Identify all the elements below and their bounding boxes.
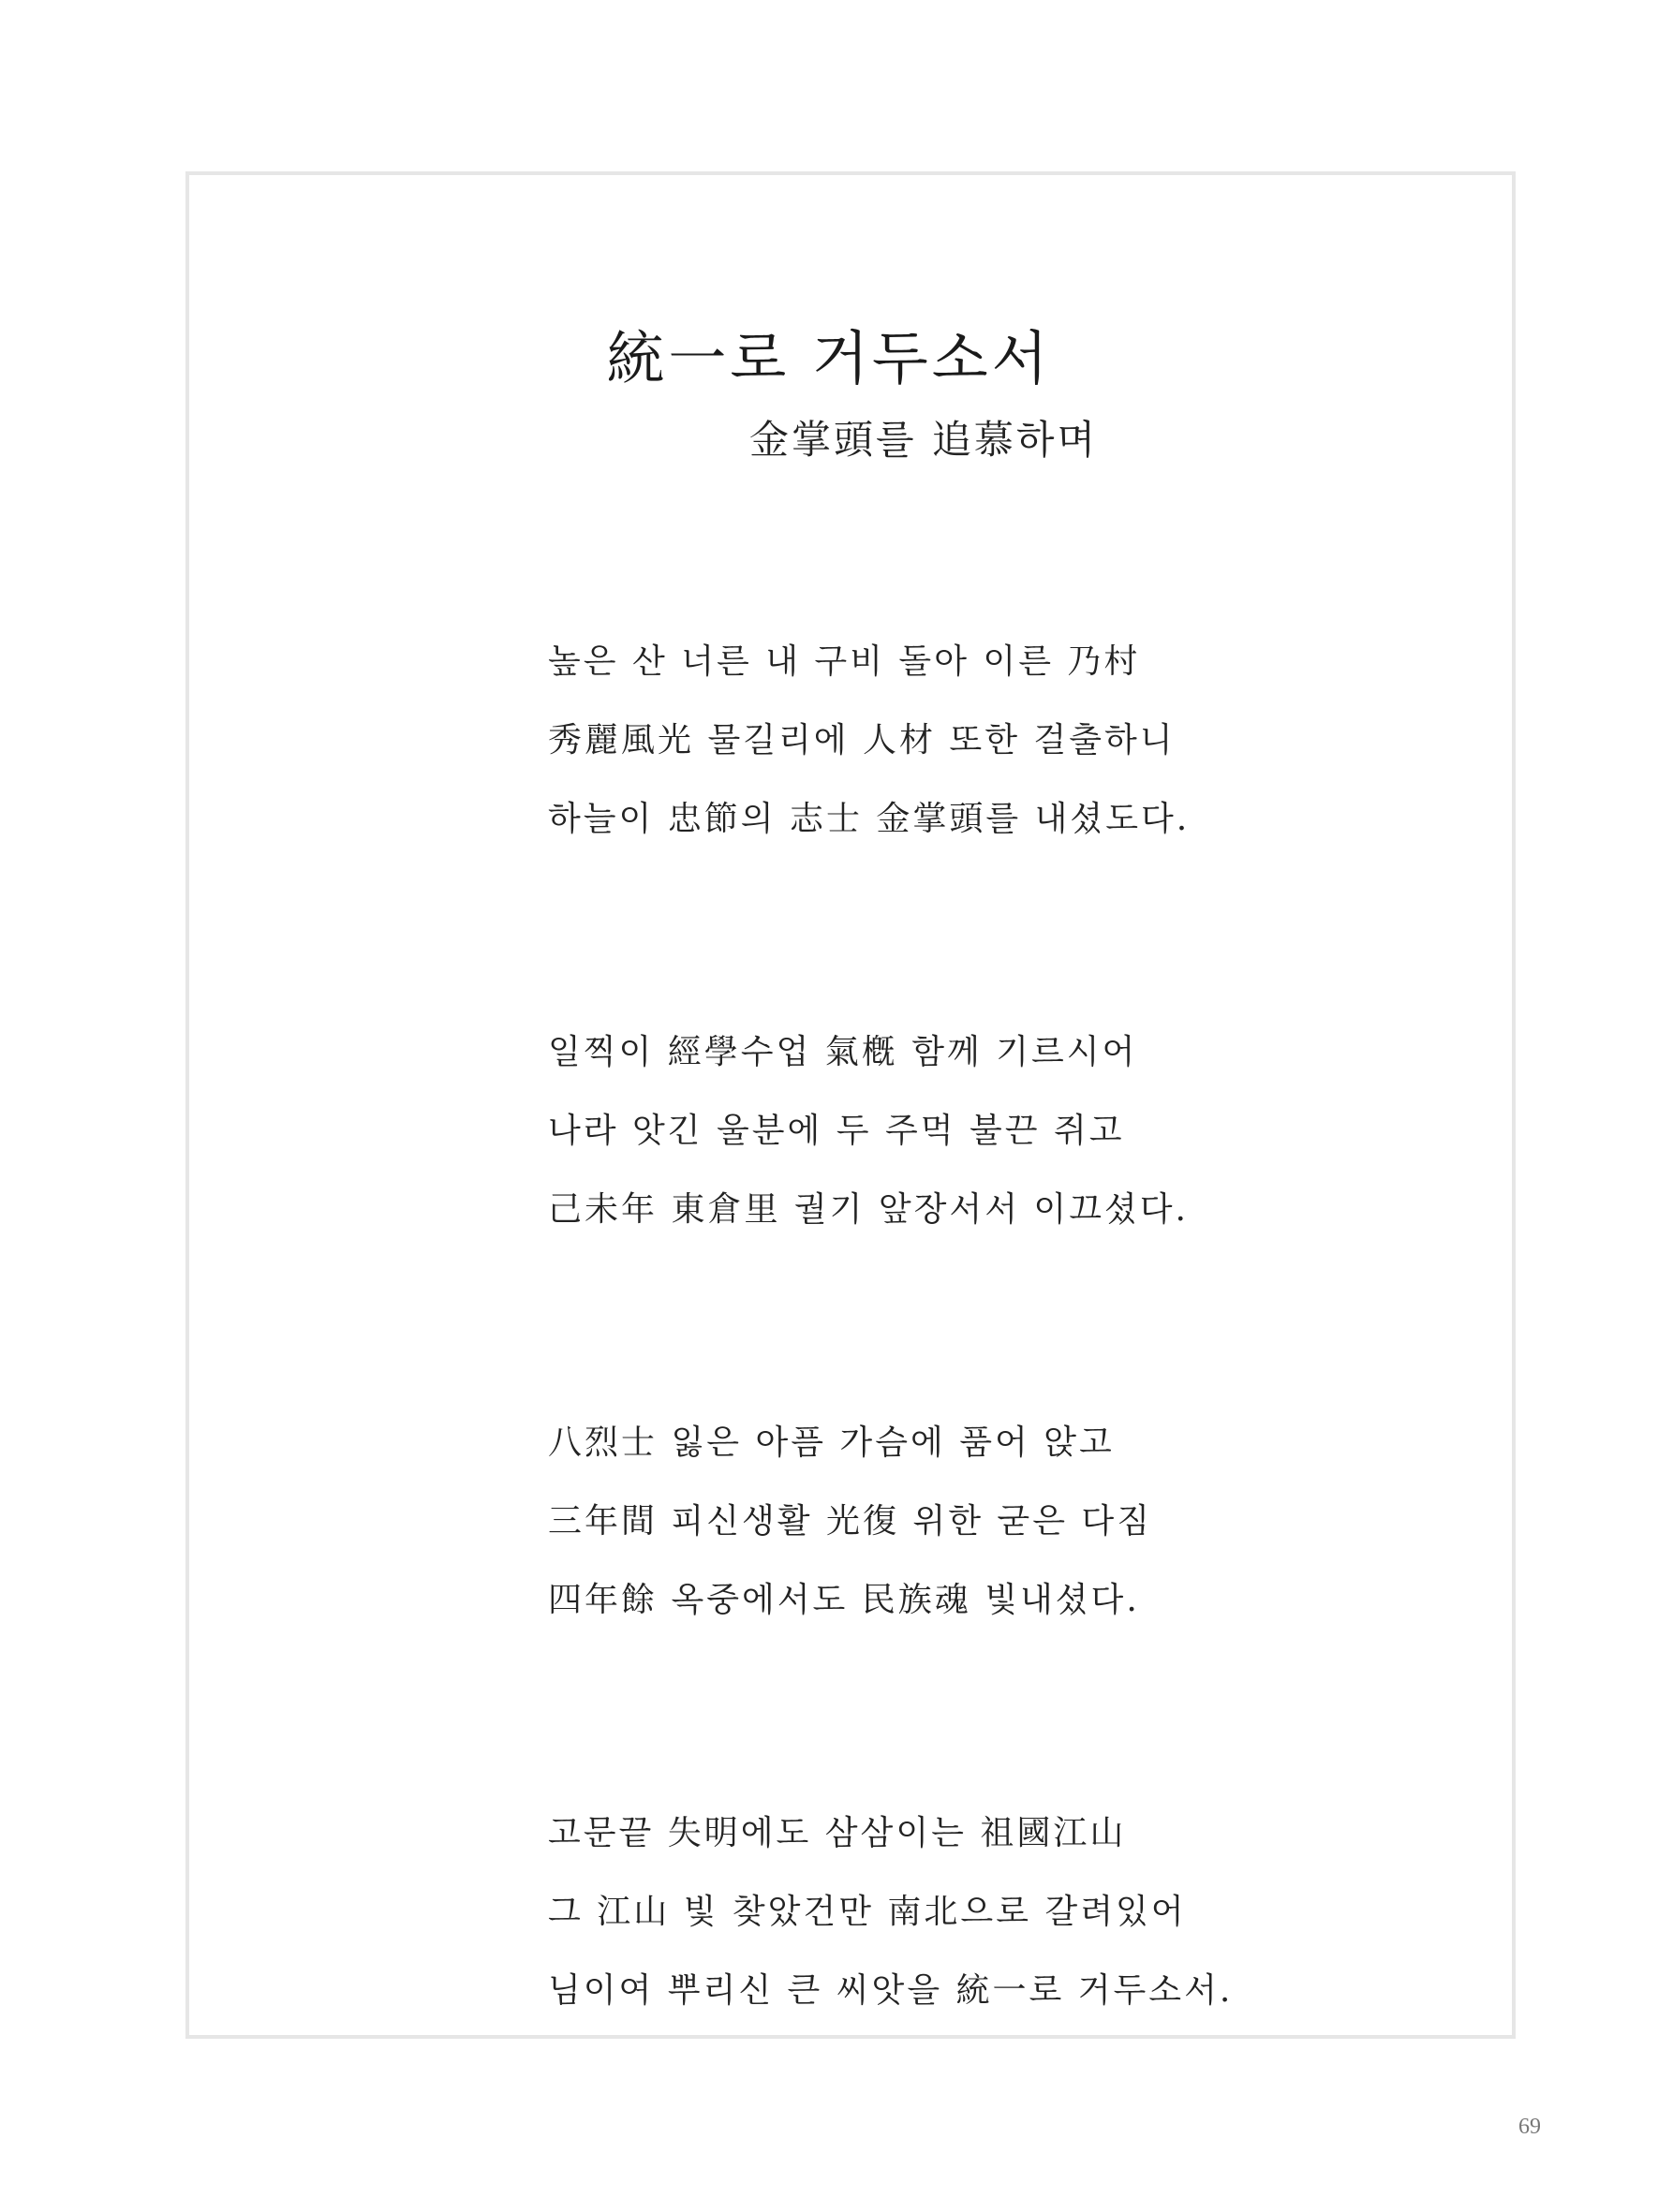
- poem-title: 統一로 거두소서: [606, 324, 1052, 392]
- poem-body: [548, 623, 1485, 2030]
- poem-line: 님이여 뿌리신 큰 씨앗을 統一로 거두소서.: [548, 1971, 1234, 2010]
- poem-line: 고문끝 失明에도 삼삼이는 祖國江山: [548, 1814, 1127, 1852]
- stanza-4: [548, 1794, 1485, 2030]
- poem-line: 높은 산 너른 내 구비 돌아 이른 乃村: [548, 642, 1141, 681]
- poem-line: 그 江山 빛 찾았건만 南北으로 갈려있어: [548, 1893, 1187, 1931]
- poem-subtitle: 金掌頭를 追慕하며: [749, 417, 1099, 463]
- poem-line: 하늘이 忠節의 志士 金掌頭를 내셨도다.: [548, 800, 1191, 838]
- poem-line: 己未年 東倉里 궐기 앞장서서 이끄셨다.: [548, 1190, 1189, 1229]
- poem-line: 八烈士 잃은 아픔 가슴에 품어 앉고: [548, 1423, 1115, 1462]
- stanza-2: [548, 1013, 1485, 1249]
- poem-line: 四年餘 옥중에서도 民族魂 빛내셨다.: [548, 1581, 1140, 1619]
- poem-line: 秀麗風光 물길리에 人材 또한 걸출하니: [548, 721, 1176, 759]
- poem-line: 일찍이 經學수업 氣槪 함께 기르시어: [548, 1033, 1138, 1071]
- stanza-3: [548, 1404, 1485, 1640]
- poem-line: 나라 앗긴 울분에 두 주먹 불끈 쥐고: [548, 1112, 1125, 1150]
- stanza-1: [548, 623, 1485, 859]
- poem-line: 三年間 피신생활 光復 위한 굳은 다짐: [548, 1502, 1152, 1541]
- page-number: 69: [1518, 2115, 1541, 2139]
